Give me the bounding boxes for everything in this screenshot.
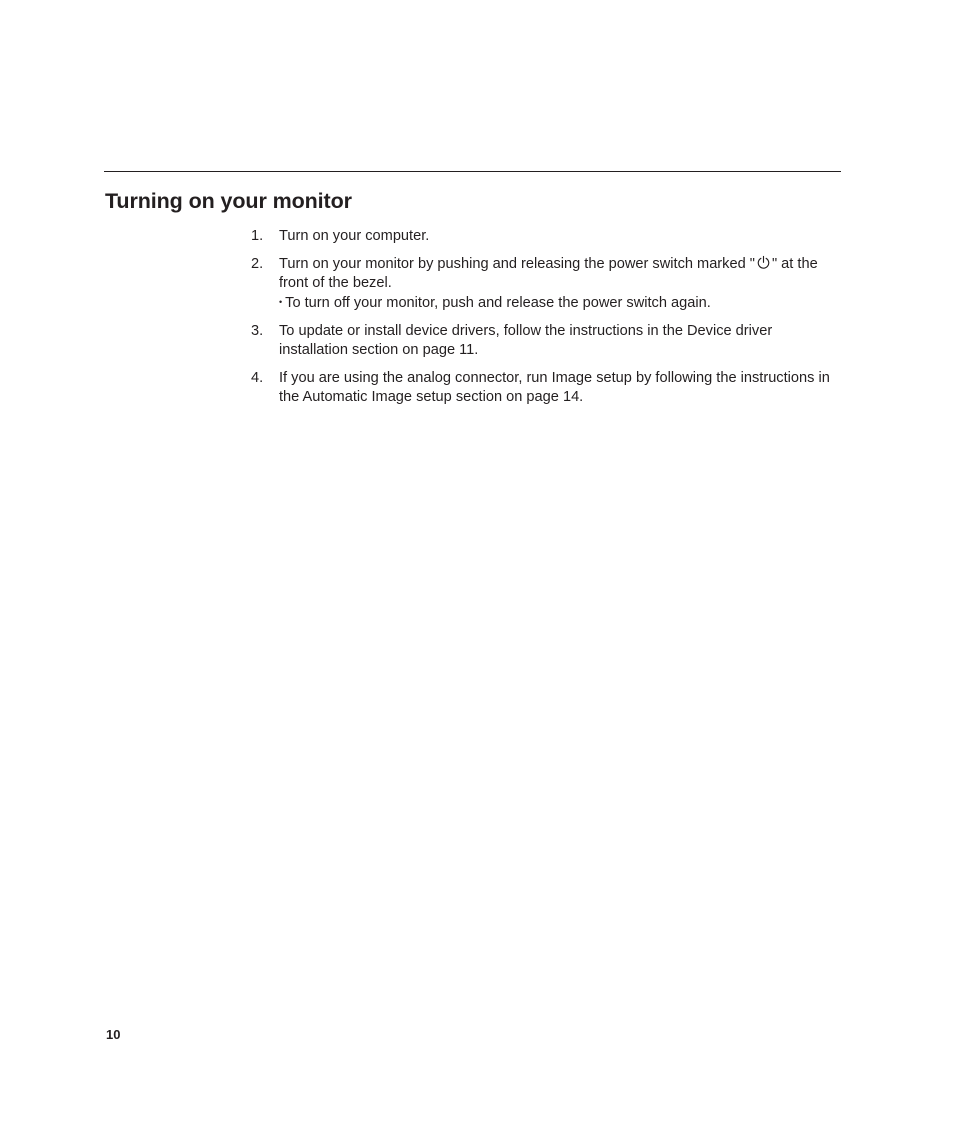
step-item-4 — [251, 369, 841, 407]
step-number: 3. — [251, 323, 264, 339]
step-number: 2. — [251, 256, 264, 272]
step-item-2 — [251, 255, 841, 313]
steps-list — [251, 227, 841, 416]
step-text: To update or install device drivers, follow the instructions in the Device driver installation section on page 11. — [279, 323, 773, 358]
step-text-before-icon: Turn on your monitor by pushing and releasing the power switch marked " — [279, 256, 755, 272]
section-title: Turning on your monitor — [105, 189, 352, 213]
step-number: 1. — [251, 228, 264, 244]
bullet-glyph: • — [279, 297, 283, 307]
sub-bullet-text: To turn off your monitor, push and release the power switch again. — [285, 295, 711, 311]
step-item-1 — [251, 227, 841, 246]
step-text: Turn on your computer. — [279, 228, 430, 244]
step-item-3 — [251, 322, 841, 360]
step-text: If you are using the analog connector, run Image setup by following the instructions in the Automatic Image setup section on page 14. — [279, 370, 830, 405]
page-number: 10 — [106, 1027, 121, 1042]
step-text-after-icon: " at the front of the bezel. — [279, 256, 818, 291]
step-number: 4. — [251, 370, 264, 386]
power-icon — [756, 255, 771, 270]
sub-bullet — [279, 293, 841, 313]
section-divider — [104, 171, 841, 172]
